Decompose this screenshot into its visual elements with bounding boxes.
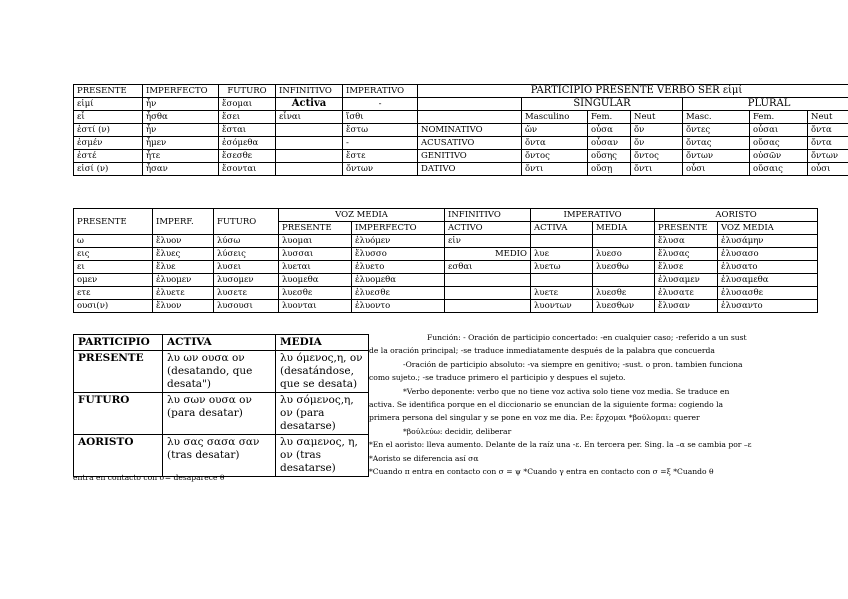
- cell: λυσετε: [214, 287, 279, 300]
- cell: ἐλυσατε: [655, 287, 718, 300]
- note-line: *En el aoristo: lleva aumento. Delante de la raíz una -ε. En tercera per. Sing. la –α se cambia por –ε: [369, 440, 752, 450]
- cell: λυεσθω: [593, 261, 655, 274]
- cell: λυ ων ουσα ον (desatando, que desata"): [163, 351, 276, 393]
- cell: [531, 235, 593, 248]
- cell: ἐλυσασο: [718, 248, 818, 261]
- header-presente: PRESENTE: [74, 85, 143, 98]
- participio-table: [73, 334, 369, 477]
- cell: ἔλυσας: [655, 248, 718, 261]
- note-line: *βούλεύω: decidir, deliberar: [403, 426, 512, 436]
- cell: λυονται: [279, 300, 352, 313]
- cell: ὄντα: [522, 137, 588, 150]
- cell: ἐλυσαμεθα: [718, 274, 818, 287]
- cell: ἦμεν: [143, 137, 219, 150]
- case-label: NOMINATIVO: [418, 124, 522, 137]
- cell: ἐλυσάμην: [718, 235, 818, 248]
- header-voz-media: VOZ MEDIA: [279, 209, 445, 222]
- cell: λυετω: [531, 261, 593, 274]
- cell: λυεσθε: [593, 287, 655, 300]
- header-imp-activa: ACTIVA: [531, 222, 593, 235]
- cell: [593, 274, 655, 287]
- cell: ἐλυσατο: [718, 261, 818, 274]
- cell: ἦν: [143, 98, 219, 111]
- cell: ἔλυσα: [655, 235, 718, 248]
- cell: λυομεθα: [279, 274, 352, 287]
- cell: [276, 163, 343, 176]
- row-label-aoristo: AORISTO: [74, 435, 163, 477]
- luo-conjugation-table: [73, 208, 818, 313]
- cell: [418, 111, 522, 124]
- cell: ὄντι: [522, 163, 588, 176]
- cell: οὔσαις: [750, 163, 808, 176]
- cell: εσθαι: [445, 261, 531, 274]
- row-label-presente: PRESENTE: [74, 351, 163, 393]
- cell: ἐλυσασθε: [718, 287, 818, 300]
- cell: [531, 274, 593, 287]
- row-label-futuro: FUTURO: [74, 393, 163, 435]
- gender-label: Fem.: [588, 111, 631, 124]
- plural-label: PLURAL: [683, 98, 848, 111]
- note-line: como sujeto.; -se traduce primero el participio y despues el sujeto.: [369, 373, 626, 383]
- activa-label: Activa: [276, 98, 343, 111]
- cell: λύσω: [214, 235, 279, 248]
- cell: λυ σας σασα σαν (tras desatar): [163, 435, 276, 477]
- cell: εἰσί (ν): [74, 163, 143, 176]
- case-label: DATIVO: [418, 163, 522, 176]
- cell: ἔσονται: [219, 163, 276, 176]
- cell: ἦσθα: [143, 111, 219, 124]
- cell: ἔλυσαν: [655, 300, 718, 313]
- header-aor-presente: PRESENTE: [655, 222, 718, 235]
- note-line: -Oración de participio absoluto: -va siempre en genitivo; -sust. o pron. tambien funciona: [403, 359, 743, 369]
- cell: ὄντος: [522, 150, 588, 163]
- cell: ἐλυοντο: [352, 300, 445, 313]
- cell: λύσεις: [214, 248, 279, 261]
- cell: ἐσμέν: [74, 137, 143, 150]
- cell: [445, 274, 531, 287]
- gender-label: Fem.: [750, 111, 808, 124]
- cell: ἔσομαι: [219, 98, 276, 111]
- cell: λυε: [531, 248, 593, 261]
- gender-label: Masc.: [683, 111, 750, 124]
- cell: [276, 124, 343, 137]
- header-aor-voz-media: VOZ MEDIA: [718, 222, 818, 235]
- cell: ἔλυον: [153, 300, 214, 313]
- cell: ἐλυόμεν: [352, 235, 445, 248]
- cell: ὄντων: [343, 163, 418, 176]
- cell: οὐσῶν: [750, 150, 808, 163]
- header-futuro: FUTURO: [214, 209, 279, 235]
- case-label: ACUSATIVO: [418, 137, 522, 150]
- cell: εις: [74, 248, 153, 261]
- cell: ἐσόμεθα: [219, 137, 276, 150]
- cell: ὄντων: [683, 150, 750, 163]
- header-infinitivo: INFINITIVO: [445, 209, 531, 222]
- cell: ὄντος: [631, 150, 683, 163]
- cell: ει: [74, 261, 153, 274]
- header-imperfecto: IMPERFECTO: [143, 85, 219, 98]
- cell: [593, 235, 655, 248]
- cell: ὄντι: [631, 163, 683, 176]
- cell: εἶ: [74, 111, 143, 124]
- cell: ἔσεσθε: [219, 150, 276, 163]
- cell: ἦν: [143, 124, 219, 137]
- cell: ἔστε: [343, 150, 418, 163]
- cell: λυομαι: [279, 235, 352, 248]
- header-inf-activo: ACTIVO: [445, 222, 531, 235]
- cell: ὄν: [631, 124, 683, 137]
- cell: ἐλυομεθα: [352, 274, 445, 287]
- header-participio: PARTICIPIO: [74, 335, 163, 351]
- header-futuro: FUTURO: [219, 85, 276, 98]
- cell: ἐστί (ν): [74, 124, 143, 137]
- cell: [418, 98, 522, 111]
- cell: λυσει: [214, 261, 279, 274]
- singular-label: SINGULAR: [522, 98, 683, 111]
- cell: ἔσει: [219, 111, 276, 124]
- cell: ἐλυσαμεν: [655, 274, 718, 287]
- cell: λυ όμενος,η, ον (desatándose, que se desata): [276, 351, 369, 393]
- cell: οὖσα: [588, 124, 631, 137]
- header-activa: ACTIVA: [163, 335, 276, 351]
- cell: λυεσθων: [593, 300, 655, 313]
- cell: [445, 287, 531, 300]
- cell: εἰμί: [74, 98, 143, 111]
- cell: ὄν: [631, 137, 683, 150]
- cell: ἴσθι: [343, 111, 418, 124]
- participio-title: PARTICIPIO PRESENTE VERBO SER εἰμί: [418, 85, 848, 98]
- note-line: *Cuando π entra en contacto con σ = ψ *Cuando γ entra en contacto con σ =ξ *Cuando θ: [369, 467, 714, 477]
- cell: [445, 300, 531, 313]
- cell: ἦσαν: [143, 163, 219, 176]
- cell: ἐλυεσθε: [352, 287, 445, 300]
- cell: λυεται: [279, 261, 352, 274]
- cell: λυσομεν: [214, 274, 279, 287]
- cell: οὔσῃ: [588, 163, 631, 176]
- cell: ὄντα: [808, 124, 848, 137]
- cell: ὄντας: [683, 137, 750, 150]
- header-imperf: IMPERF.: [153, 209, 214, 235]
- cell: λυεσθε: [279, 287, 352, 300]
- cell: -: [343, 98, 418, 111]
- cell: οὖσαι: [750, 124, 808, 137]
- medio-label: MEDIO: [445, 248, 531, 261]
- cell: λυ σόμενος,η, ον (para desatarse): [276, 393, 369, 435]
- cell: λυοντων: [531, 300, 593, 313]
- cell: ετε: [74, 287, 153, 300]
- cell: ουσι(ν): [74, 300, 153, 313]
- cell: λυσσαι: [279, 248, 352, 261]
- cell: ἔστω: [343, 124, 418, 137]
- cell: λυ σων ουσα ον (para desatar): [163, 393, 276, 435]
- cell: ὄντα: [808, 137, 848, 150]
- cell: ὄντες: [683, 124, 750, 137]
- cell: ὄντων: [808, 150, 848, 163]
- header-imp-media: MEDIA: [593, 222, 655, 235]
- header-imperativo: IMPERATIVO: [531, 209, 655, 222]
- header-vm-imperfecto: IMPERFECTO: [352, 222, 445, 235]
- cell: οὖσαν: [588, 137, 631, 150]
- cell: ἔλυες: [153, 248, 214, 261]
- grammar-notes: [369, 331, 779, 478]
- cell: ὤν: [522, 124, 588, 137]
- cell: ἔλυον: [153, 235, 214, 248]
- cell: ἐλυσαντο: [718, 300, 818, 313]
- cell: λυσουσι: [214, 300, 279, 313]
- header-aoristo: AORISTO: [655, 209, 818, 222]
- header-infinitivo: INFINITIVO: [276, 85, 343, 98]
- cell: ομεν: [74, 274, 153, 287]
- cell: ἐστέ: [74, 150, 143, 163]
- cell: ἦτε: [143, 150, 219, 163]
- cell: λυεσο: [593, 248, 655, 261]
- cell: εἶναι: [276, 111, 343, 124]
- cell: οὔσης: [588, 150, 631, 163]
- cell: ἔσται: [219, 124, 276, 137]
- cell: οὔσας: [750, 137, 808, 150]
- note-line: primera persona del singular y se pone en voz me dia. P.e: ἔρχομαι *βούλομαι: querer: [369, 413, 700, 423]
- note-line: *Aoristo se diferencia así σα: [369, 453, 479, 463]
- note-line: Función: - Oración de participio concertado: -en cualquier caso; -referido a un sust: [427, 333, 747, 342]
- gender-label: Masculino: [522, 111, 588, 124]
- cell: ἔλυσσο: [352, 248, 445, 261]
- cell: -: [343, 137, 418, 150]
- cell: ἐλυομεν: [153, 274, 214, 287]
- gender-label: Neut: [631, 111, 683, 124]
- cell: ἐλυετε: [153, 287, 214, 300]
- cell: ἔλυσε: [655, 261, 718, 274]
- cell: λυ σαμενος, η, ον (tras desatarse): [276, 435, 369, 477]
- case-label: GENITIVO: [418, 150, 522, 163]
- gender-label: Neut: [808, 111, 848, 124]
- cell: οὖσι: [683, 163, 750, 176]
- cell: εἰν: [445, 235, 531, 248]
- cell: [276, 150, 343, 163]
- header-vm-presente: PRESENTE: [279, 222, 352, 235]
- footer-note: entra en contacto con σ= desaparece θ: [73, 473, 225, 482]
- cell: [276, 137, 343, 150]
- note-line: activa. Se identifica porque en el diccionario se enuncian de la siguiente forma: cogiendo la: [369, 400, 724, 410]
- cell: ω: [74, 235, 153, 248]
- cell: ἔλυε: [153, 261, 214, 274]
- cell: λυετε: [531, 287, 593, 300]
- eimi-conjugation-table: [73, 84, 848, 176]
- header-media: MEDIA: [276, 335, 369, 351]
- cell: οὖσι: [808, 163, 848, 176]
- header-presente: PRESENTE: [74, 209, 153, 235]
- header-imperativo: IMPERATIVO: [343, 85, 418, 98]
- cell: ἐλυετο: [352, 261, 445, 274]
- note-line: *Verbo deponente: verbo que no tiene voz activa solo tiene voz media. Se traduce en: [403, 386, 730, 396]
- note-line: de la oración principal; -se traduce inmediatamente después de la palabra que concuerda: [369, 346, 715, 356]
